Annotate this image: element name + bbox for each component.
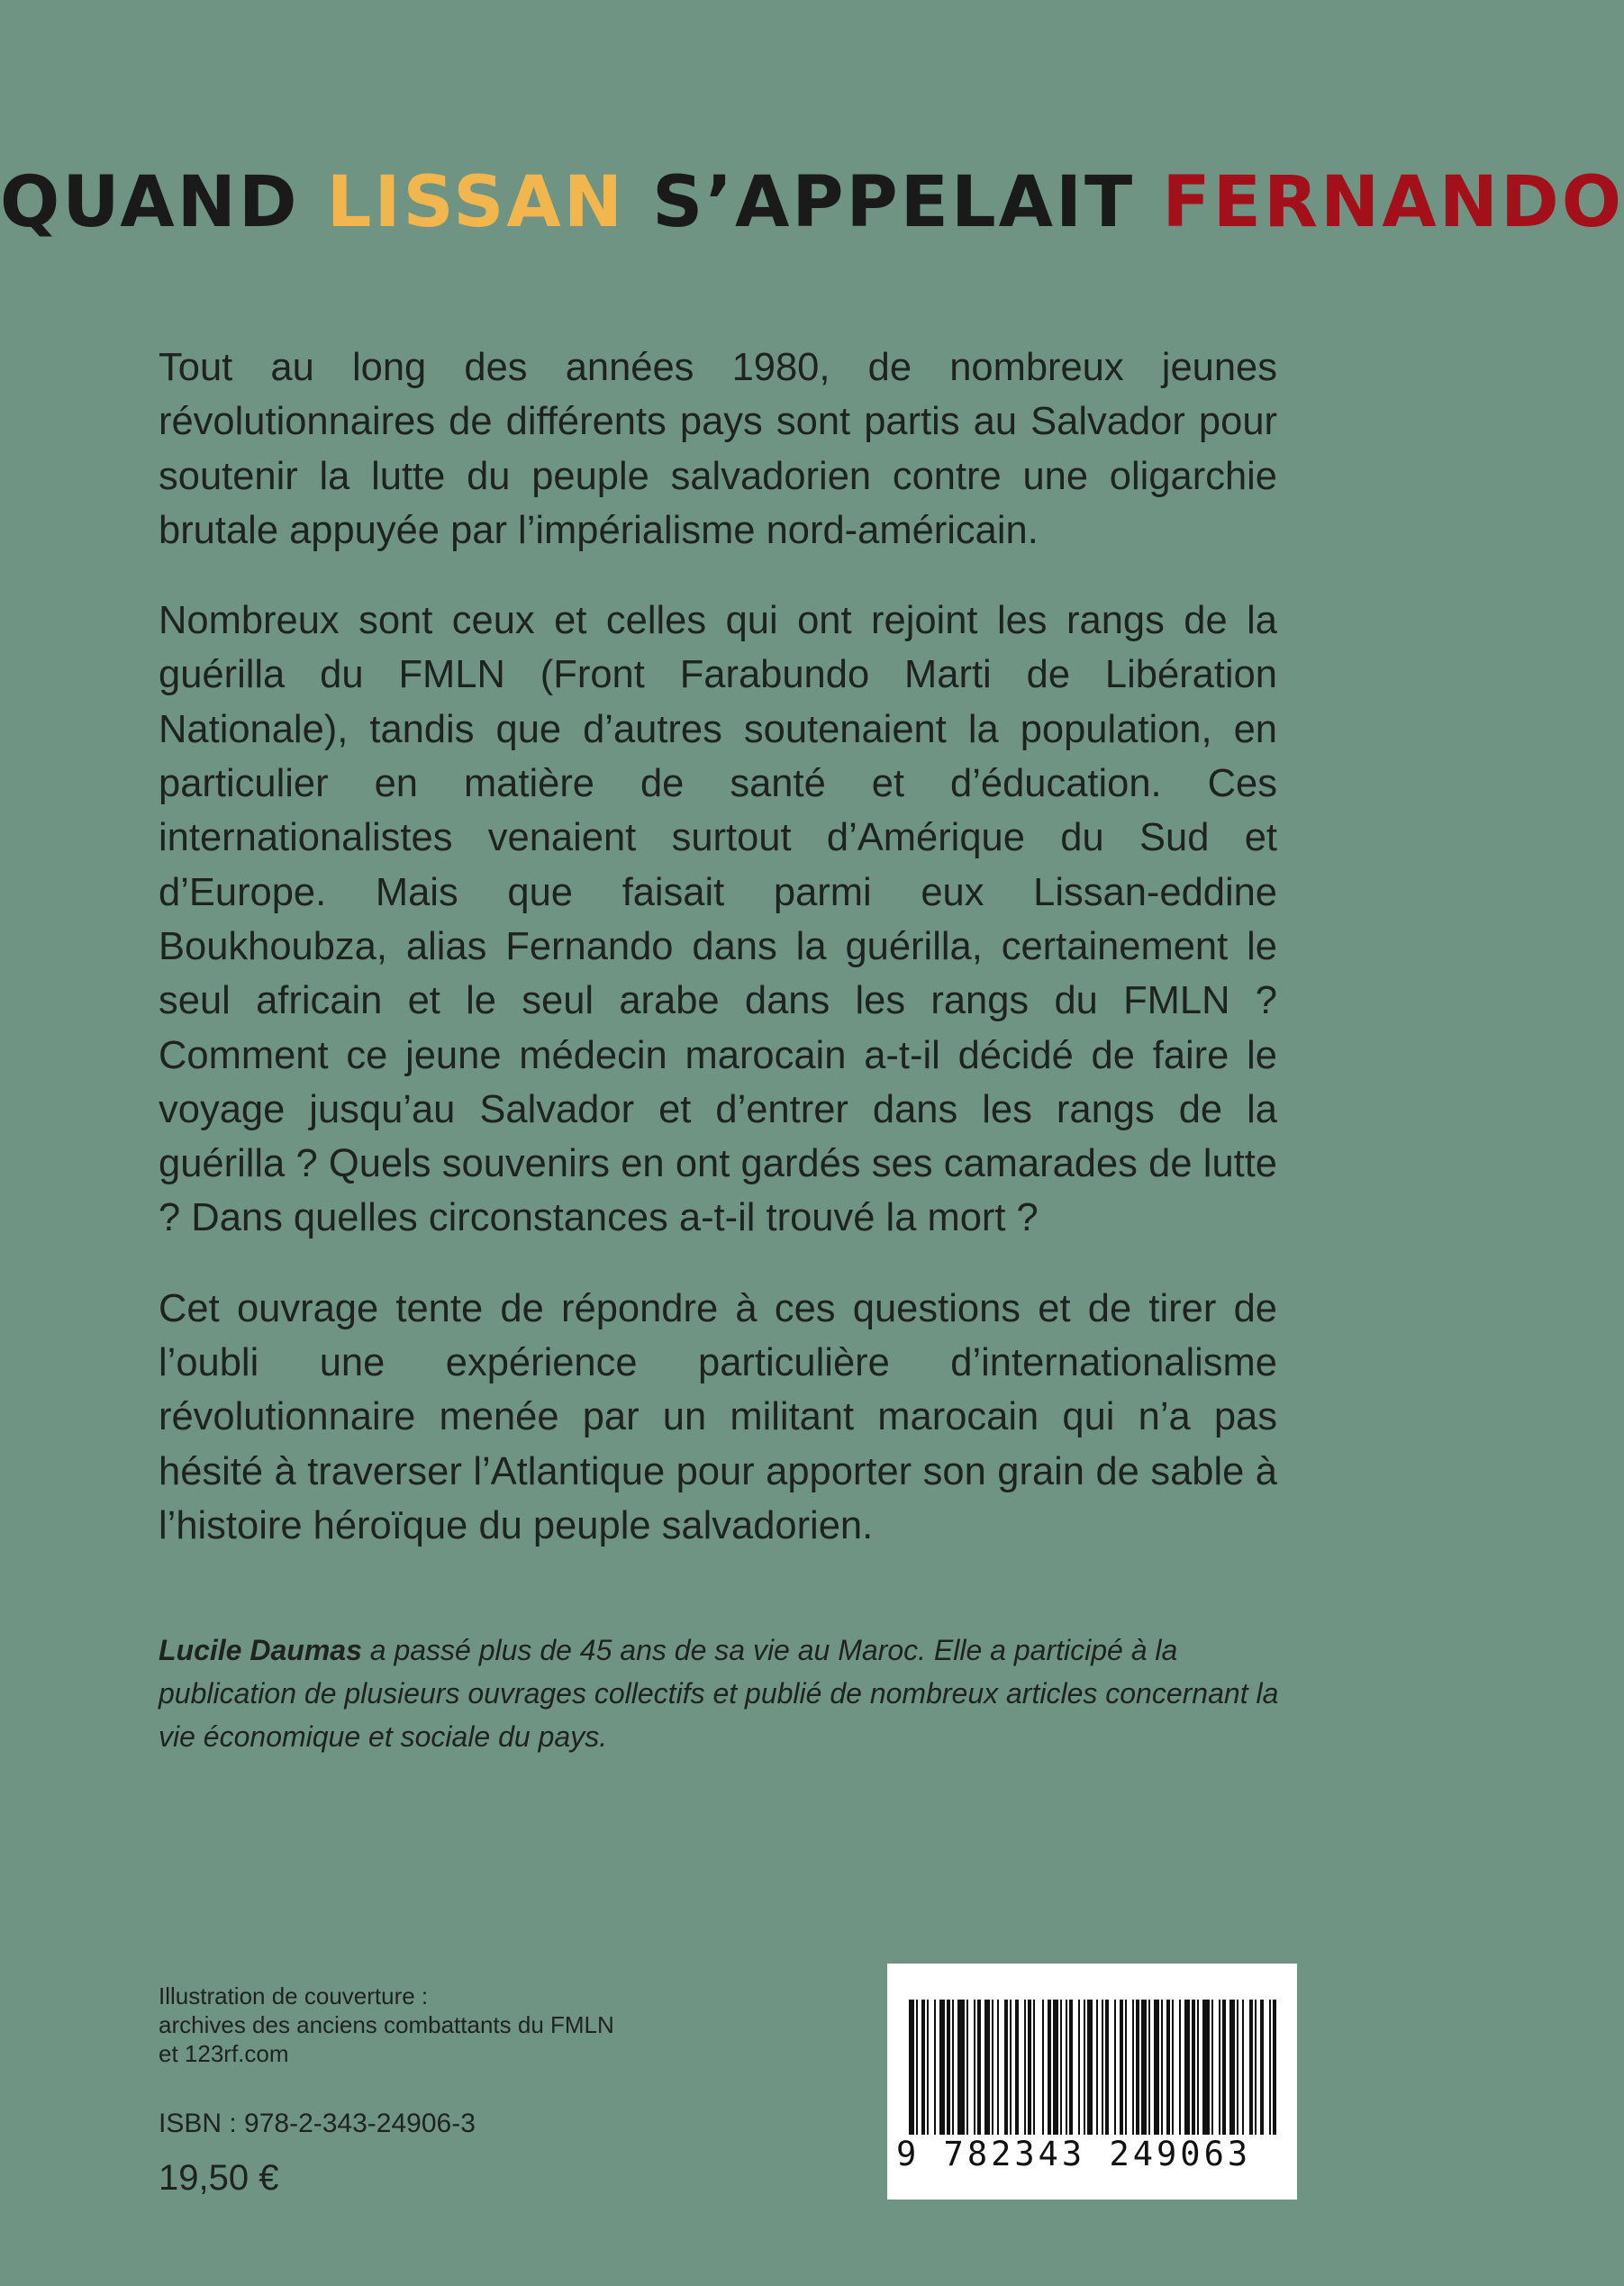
barcode-bar [966,2000,968,2135]
barcode-bar [1033,2000,1035,2135]
barcode-bar [1229,2000,1235,2135]
book-title [0,162,1624,244]
author-bio-text: a passé plus de 45 ans de sa vie au Maroc. Elle a participé à la publication de plusieurs ouvrages collectifs et publié de nombreux articles concernant la vie économique et sociale du pays. [159,1634,1279,1753]
barcode-bar [1102,2000,1103,2135]
barcode-bar [916,2000,918,2135]
title-part-lissan: LISSAN [326,162,626,244]
barcode-bar [1015,2000,1019,2135]
barcode-bar [1222,2000,1226,2135]
barcode-bar [1004,2000,1008,2135]
barcode-bar [977,2000,981,2135]
barcode-bar [1211,2000,1213,2135]
barcode-bar [939,2000,945,2135]
barcode-bar [1197,2000,1199,2135]
author-name: Lucile Daumas [159,1634,362,1666]
barcode-bar [1136,2000,1139,2135]
barcode-bar [1237,2000,1238,2135]
barcode-bar [1269,2000,1271,2135]
barcode-bar [1024,2000,1026,2135]
barcode-bar [1202,2000,1210,2135]
barcode-bar [997,2000,999,2135]
barcode-bar [1154,2000,1159,2135]
barcode-bar [1060,2000,1062,2135]
barcode-bar [927,2000,929,2135]
barcode-bar [1141,2000,1147,2135]
barcode-bar [921,2000,925,2135]
barcode-bar [1069,2000,1073,2135]
barcode-bar [909,2000,914,2135]
barcode-bar [1242,2000,1244,2135]
barcode-bar [934,2000,936,2135]
barcode-bar [1255,2000,1257,2135]
title-part-fernando: FERNANDO [1162,162,1624,244]
barcode-bar [1078,2000,1080,2135]
barcode-bar [1260,2000,1264,2135]
barcode-bar [974,2000,975,2135]
barcode-bar [1084,2000,1085,2135]
barcode-bar [1125,2000,1127,2135]
barcode-bar [1087,2000,1093,2135]
barcode-bar [1148,2000,1150,2135]
barcode-bar [1048,2000,1051,2135]
barcode-bar [1184,2000,1190,2135]
barcode-bar [1249,2000,1253,2135]
barcode-bar [952,2000,954,2135]
barcode-bar [1053,2000,1058,2135]
credit-line-3: et 123rf.com [159,2040,289,2067]
credit-line-1: Illustration de couverture : [159,1982,429,2009]
barcode-bar [1219,2000,1220,2135]
barcode-bar [1166,2000,1170,2135]
barcode-bar [947,2000,950,2135]
barcode-bar [1161,2000,1163,2135]
barcode-digits: 9 782343 249063 [896,2135,1252,2173]
barcode-bars [905,2000,1279,2135]
barcode-bar [1192,2000,1195,2135]
barcode-bar [1105,2000,1109,2135]
barcode-bar [957,2000,965,2135]
title-part-quand: QUAND [0,162,327,244]
barcode-bar [1042,2000,1044,2135]
price: 19,50 € [159,2158,279,2198]
blurb-paragraph-1: Tout au long des années 1980, de nombreux jeunes révolutionnaires de différents pays sont partis au Salvador pour soutenir la lutte du peuple salvadorien contre une oligarchie brutale appuyée par l’impérialisme nord-américain. [159,346,1277,552]
blurb-paragraph-3: Cet ouvrage tente de répondre à ces questions et de tirer de l’oubli une expérience particulière d’internationalisme révolutionnaire menée par un militant marocain qui n’a pas hésité à traverser l’Atlantique pour apporter son grain de sable à l’histoire héroïque du peuple salvadorien. [159,1286,1277,1547]
barcode-bar [1114,2000,1116,2135]
barcode [887,1964,1297,2200]
barcode-bar [984,2000,990,2135]
barcode-bar [1172,2000,1174,2135]
blurb [159,340,1277,1589]
barcode-bar [1096,2000,1098,2135]
barcode-bar [1028,2000,1031,2135]
barcode-bar [1010,2000,1012,2135]
barcode-bar [1273,2000,1276,2135]
blurb-paragraph-2: Nombreux sont ceux et celles qui ont rejoint les rangs de la guérilla du FMLN (Front Farabundo Marti de Libération Nationale), tandis que d’autres soutenaient la population, en particulier en matière de santé et d’éducation. Ces internationalistes venaient surtout d’Amérique du Sud et d’Europe. Mais que faisait parmi eux Lissan-eddine Boukhoubza, alias Fernando dans la guérilla, certainement le seul africain et le seul arabe dans les rangs du FMLN ? Comment ce jeune médecin marocain a-t-il décidé de faire le voyage jusqu’au Salvador et d’entrer dans les rangs de la guérilla ? Quels souvenirs en ont gardés ses camarades de lutte ? Dans quelles circonstances a-t-il trouvé la mort ? [159,599,1277,1240]
barcode-bar [1120,2000,1123,2135]
isbn: ISBN : 978-2-343-24906-3 [159,2109,476,2138]
cover-credits [159,1982,614,2068]
barcode-bar [1179,2000,1181,2135]
author-bio [159,1628,1284,1758]
credit-line-2: archives des anciens combattants du FMLN [159,2011,614,2038]
barcode-bar [1132,2000,1134,2135]
barcode-bar [992,2000,993,2135]
barcode-bar [1066,2000,1067,2135]
title-part-sappelait: S’APPELAIT [625,162,1163,244]
